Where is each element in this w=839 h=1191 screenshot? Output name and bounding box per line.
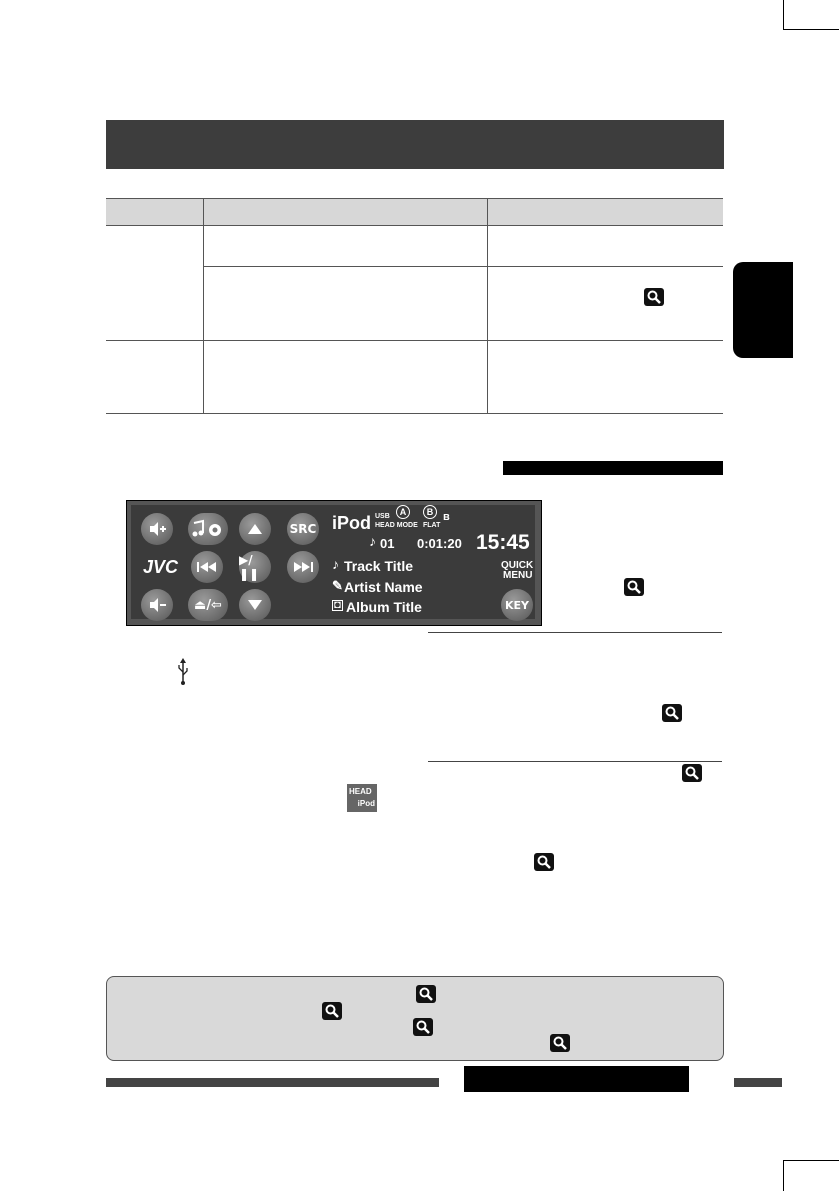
magnifier-icon	[662, 704, 682, 722]
flat-indicator: FLAT	[423, 522, 441, 529]
section-title-bar	[106, 120, 724, 169]
head-ipod-line2: iPod	[357, 799, 375, 808]
crop-mark-top-h	[783, 29, 839, 30]
magnifier-icon	[413, 1018, 433, 1036]
previous-track-button[interactable]	[191, 551, 223, 583]
quick-menu-line2[interactable]: MENU	[503, 570, 533, 581]
language-side-tab	[733, 262, 793, 358]
marker-a: A	[396, 505, 410, 519]
sound-settings-button[interactable]	[188, 513, 228, 545]
music-note-icon: ♪	[369, 533, 376, 549]
magnifier-icon	[534, 853, 554, 871]
control-panel-screen	[131, 505, 535, 619]
footer-page-tab	[464, 1066, 689, 1092]
music-gear-icon	[191, 519, 225, 539]
clock: 15:45	[476, 531, 530, 554]
src-button[interactable]: SRC	[287, 513, 319, 545]
magnifier-icon	[550, 1034, 570, 1052]
table-row-divider	[203, 266, 723, 267]
triangle-up-icon	[247, 523, 263, 535]
footer-bar-left	[106, 1078, 439, 1087]
magnifier-icon	[416, 985, 436, 1003]
magnifier-icon	[644, 288, 664, 306]
track-note-icon: ♪	[332, 556, 339, 572]
section-heading-bar	[503, 461, 723, 475]
footer-bar-right	[734, 1078, 782, 1087]
table-col-divider-1	[203, 198, 204, 413]
magnifier-icon	[624, 578, 644, 596]
play-pause-button[interactable]: ▶/❚❚	[239, 551, 271, 583]
skip-forward-icon	[292, 561, 314, 573]
table-row-divider	[106, 413, 723, 414]
table-col-divider-2	[487, 198, 488, 413]
skip-back-icon	[196, 561, 218, 573]
table-row-divider	[106, 340, 723, 341]
key-button[interactable]: KEY	[501, 589, 533, 621]
bluetooth-icon: ʙ	[443, 511, 450, 523]
table-row-divider	[106, 225, 723, 226]
magnifier-icon	[322, 1002, 342, 1020]
divider	[428, 761, 722, 762]
up-button[interactable]	[239, 513, 271, 545]
track-number: 01	[380, 536, 395, 551]
control-panel-illustration	[126, 500, 542, 626]
track-title: Track Title	[344, 558, 414, 574]
usb-indicator: USB	[375, 513, 390, 520]
volume-down-icon	[148, 597, 166, 613]
marker-b: B	[423, 505, 437, 519]
usb-icon	[176, 658, 190, 691]
brand-logo: JVC	[143, 557, 179, 577]
crop-mark-bottom-h	[783, 1160, 839, 1161]
down-button[interactable]	[239, 589, 271, 621]
volume-up-icon	[148, 521, 166, 537]
triangle-down-icon	[247, 599, 263, 611]
divider	[428, 632, 722, 633]
artist-name: Artist Name	[344, 579, 423, 595]
album-title: Album Title	[346, 599, 422, 615]
table-header	[106, 198, 723, 226]
elapsed-time: 0:01:20	[417, 536, 462, 551]
volume-down-button[interactable]	[141, 589, 173, 621]
eject-button[interactable]: ⏏/⇦	[188, 589, 228, 621]
album-icon: ◘	[332, 600, 343, 611]
head-mode-indicator: HEAD MODE	[375, 522, 418, 529]
head-ipod-line1: HEAD	[349, 787, 372, 796]
next-track-button[interactable]	[287, 551, 319, 583]
crop-mark-top	[783, 0, 784, 30]
volume-up-button[interactable]	[141, 513, 173, 545]
artist-icon: ✎	[332, 578, 343, 593]
source-label: iPod	[332, 513, 371, 533]
magnifier-icon	[682, 764, 702, 782]
head-ipod-icon	[347, 784, 377, 812]
quick-menu-line1[interactable]: QUICK	[501, 560, 534, 571]
crop-mark-bottom	[783, 1160, 784, 1191]
